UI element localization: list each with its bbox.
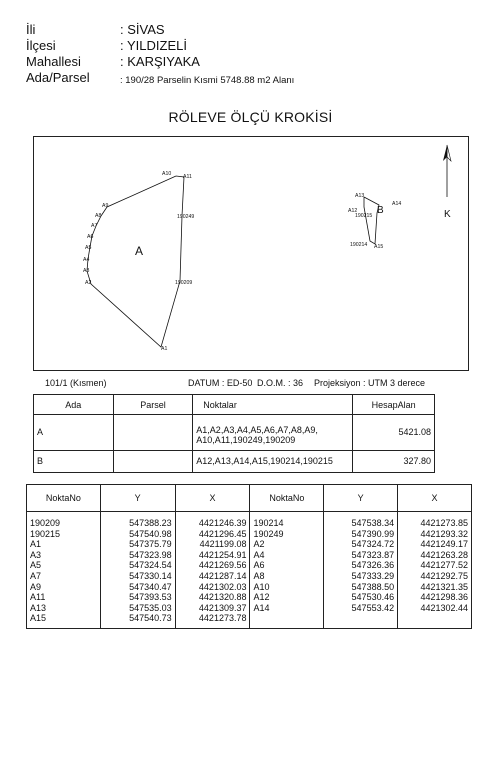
col-x-left: X <box>175 485 250 512</box>
cell-noktano-left <box>27 512 101 629</box>
col-parsel: Parsel <box>113 395 193 415</box>
coord-right-nokta-8: A14 <box>253 602 270 613</box>
coord-left-x-5: 4421287.14 <box>198 570 247 581</box>
coordinate-table-body <box>27 512 472 629</box>
label-a10: A10 <box>162 171 172 177</box>
label-a2: A2 <box>85 280 92 286</box>
label-a13: A13 <box>355 193 365 199</box>
coord-left-x-3: 4421254.91 <box>198 549 247 560</box>
cell-noktalar: A12,A13,A14,A15,190214,190215 <box>193 451 353 473</box>
mahalle-label: Mahallesi <box>26 54 81 69</box>
col-noktano-left: NoktaNo <box>27 485 101 512</box>
coord-left-y-3: 547323.98 <box>129 549 172 560</box>
cell-ada: A <box>34 415 114 451</box>
coord-left-x-9: 4421273.78 <box>198 613 247 624</box>
col-hesapalan: HesapAlan <box>353 395 435 415</box>
coord-left-nokta-3: A3 <box>30 549 42 560</box>
coord-right-y-2: 547324.72 <box>351 539 395 550</box>
col-x-right: X <box>398 485 472 512</box>
col-y-right: Y <box>324 485 398 512</box>
coord-right-x-2: 4421249.17 <box>420 539 468 550</box>
noktalar-line: A10,A11,190249,190209 <box>196 435 296 445</box>
coord-right-y-4: 547326.36 <box>351 560 395 571</box>
coord-left-y-7: 547393.53 <box>129 592 172 603</box>
coord-left-nokta-9: A15 <box>30 613 47 624</box>
coord-left-y-1: 547540.98 <box>129 528 172 539</box>
coord-right-x-8: 4421302.44 <box>420 602 468 613</box>
col-y-left: Y <box>100 485 175 512</box>
col-noktano-right: NoktaNo <box>250 485 324 512</box>
ilce-value: : YILDIZELİ <box>120 38 187 53</box>
coord-left-nokta-1: 190215 <box>30 528 61 539</box>
coord-left-x-8: 4421309.37 <box>198 602 247 613</box>
coordinate-table <box>26 484 472 629</box>
col-noktalar: Noktalar <box>193 395 353 415</box>
label-a7: A7 <box>91 223 98 229</box>
cell-y-right <box>324 512 398 629</box>
label-a9: A9 <box>102 203 109 209</box>
il-value: : SİVAS <box>120 22 165 37</box>
cell-alan: 5421.08 <box>353 415 435 451</box>
mahalle-value: : KARŞIYAKA <box>120 54 200 69</box>
label-a6: A6 <box>87 234 94 240</box>
label-a11: A11 <box>183 174 192 180</box>
info-ada-parsel: 101/1 (Kısmen) <box>45 378 107 388</box>
coord-left-x-6: 4421302.03 <box>198 581 247 592</box>
label-a15: A15 <box>374 244 384 250</box>
coord-right-y-1: 547390.99 <box>351 528 395 539</box>
coord-right-x-0: 4421273.85 <box>420 518 468 528</box>
coord-left-nokta-8: A13 <box>30 602 47 613</box>
col-ada: Ada <box>34 395 114 415</box>
coord-left-y-9: 547540.73 <box>129 613 172 624</box>
coordinate-table-header <box>27 485 472 512</box>
header-block <box>26 22 426 92</box>
coord-left-x-4: 4421269.56 <box>198 560 247 571</box>
adaparsel-value: : 190/28 Parselin Kısmi 5748.88 m2 Alanı <box>120 75 295 86</box>
label-a1: A1 <box>161 346 168 352</box>
coord-right-nokta-7: A12 <box>253 592 270 603</box>
page-title: RÖLEVE ÖLÇÜ KROKİSİ <box>168 109 333 125</box>
cell-y-left <box>100 512 175 629</box>
coord-left-nokta-6: A9 <box>30 581 42 592</box>
coord-left-x-2: 4421199.08 <box>199 539 247 550</box>
cell-alan: 327.80 <box>353 451 435 473</box>
coord-right-nokta-0: 190214 <box>253 518 284 528</box>
coord-right-nokta-4: A6 <box>253 560 265 571</box>
coord-right-y-8: 547553.42 <box>351 602 395 613</box>
info-datum: DATUM : ED-50 <box>188 378 253 388</box>
coord-right-x-5: 4421292.75 <box>420 570 468 581</box>
sketch-drawing <box>34 137 470 372</box>
coord-left-x-7: 4421320.88 <box>198 592 247 603</box>
north-arrow-icon <box>443 145 451 197</box>
coord-right-y-5: 547333.29 <box>351 570 395 581</box>
cell-parsel <box>113 451 193 473</box>
cell-x-left <box>175 512 250 629</box>
table-row <box>34 451 435 473</box>
coord-right-y-6: 547388.50 <box>351 581 395 592</box>
coord-right-nokta-3: A4 <box>253 549 265 560</box>
label-a12: A12 <box>348 208 358 214</box>
cell-ada: B <box>34 451 114 473</box>
coord-right-x-6: 4421321.35 <box>420 581 468 592</box>
coord-left-nokta-4: A5 <box>30 560 42 571</box>
label-a5: A5 <box>85 245 92 251</box>
coord-right-y-0: 547538.34 <box>351 518 395 528</box>
coord-left-nokta-5: A7 <box>30 570 42 581</box>
coord-right-nokta-2: A2 <box>253 539 265 550</box>
il-label: İli <box>26 22 36 37</box>
ilce-label: İlçesi <box>26 38 56 53</box>
table-row <box>34 415 435 451</box>
north-label: K <box>444 209 451 220</box>
coord-left-y-6: 547340.47 <box>129 581 172 592</box>
parcel-a-boundary <box>87 176 184 347</box>
parcel-b-label: B <box>377 205 384 216</box>
area-table <box>33 394 435 473</box>
coord-left-nokta-2: A1 <box>30 539 42 550</box>
coord-right-y-3: 547323.87 <box>351 549 395 560</box>
coord-right-nokta-6: A10 <box>253 581 270 592</box>
area-table-header <box>34 395 435 415</box>
coord-left-nokta-0: 190209 <box>30 518 61 528</box>
label-190249: 190249 <box>177 214 195 220</box>
coord-left-y-4: 547324.54 <box>129 560 172 571</box>
coord-left-nokta-7: A11 <box>30 592 46 603</box>
info-projection: Projeksiyon : UTM 3 derece <box>314 378 426 388</box>
label-190209: 190209 <box>175 280 193 286</box>
noktalar-line: A1,A2,A3,A4,A5,A6,A7,A8,A9, <box>196 425 318 435</box>
coord-left-y-0: 547388.23 <box>129 518 172 528</box>
label-a8: A8 <box>95 213 102 219</box>
label-190214: 190214 <box>350 242 368 248</box>
adaparsel-label: Ada/Parsel <box>26 70 90 85</box>
coord-left-y-8: 547535.03 <box>129 602 172 613</box>
coord-left-x-0: 4421246.39 <box>198 518 247 528</box>
coord-right-x-7: 4421298.36 <box>420 592 468 603</box>
coord-right-nokta-5: A8 <box>253 570 265 581</box>
coord-right-x-1: 4421293.32 <box>420 528 468 539</box>
coord-right-y-7: 547530.46 <box>351 592 395 603</box>
cell-noktano-right <box>250 512 324 629</box>
coord-left-y-5: 547330.14 <box>129 570 172 581</box>
cell-parsel <box>113 415 193 451</box>
label-a4: A4 <box>83 257 90 263</box>
info-dom: D.O.M. : 36 <box>257 378 304 388</box>
cell-x-right <box>398 512 472 629</box>
survey-sketch <box>33 136 469 371</box>
label-190215: 190215 <box>355 213 373 219</box>
coord-right-x-4: 4421277.52 <box>420 560 468 571</box>
cell-noktalar <box>193 415 353 451</box>
label-a14: A14 <box>392 201 402 207</box>
coord-left-x-1: 4421296.45 <box>198 528 247 539</box>
coord-right-nokta-1: 190249 <box>253 528 284 539</box>
label-a3: A3 <box>83 268 90 274</box>
coord-left-y-2: 547375.79 <box>129 539 172 550</box>
parcel-a-label: A <box>135 244 144 258</box>
coord-right-x-3: 4421263.28 <box>420 549 468 560</box>
